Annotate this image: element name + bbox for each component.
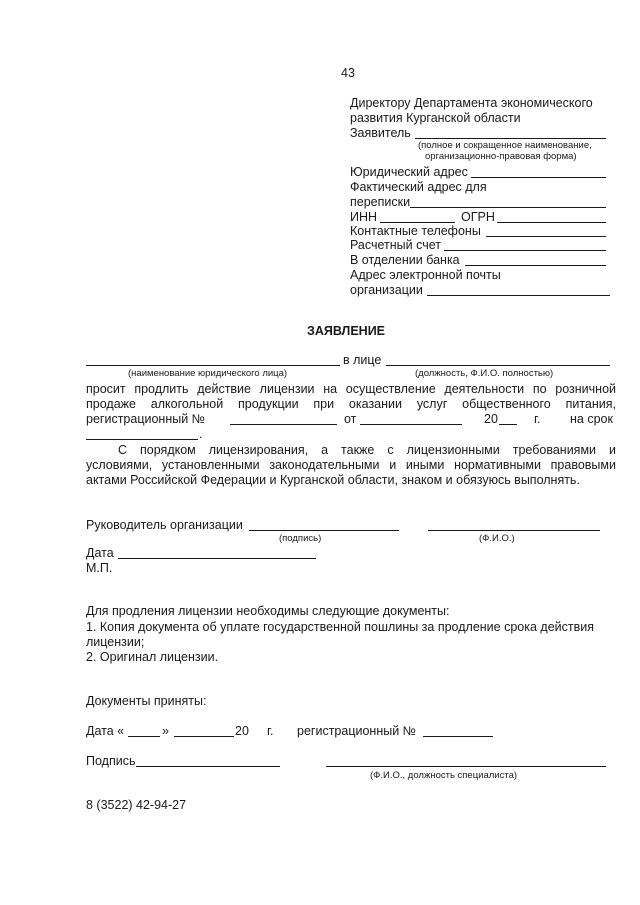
accept-date-label: Дата « — [86, 724, 125, 738]
legal-entity-hint: (наименование юридического лица) — [128, 368, 288, 379]
inn-label: ИНН — [350, 210, 378, 224]
head-label: Руководитель организации — [86, 518, 243, 532]
specialist-hint: (Ф.И.О., должность специалиста) — [370, 770, 518, 781]
term-field[interactable] — [86, 439, 198, 440]
head-signature-field[interactable] — [249, 530, 399, 531]
bank-label: В отделении банка — [350, 253, 460, 267]
accept-year-suffix: г. — [267, 724, 274, 738]
addressee-line-2: развития Курганской области — [350, 111, 521, 125]
email-label-2: организации — [350, 283, 423, 297]
email-field[interactable] — [427, 295, 610, 296]
doc-1-line-2: лицензии; — [86, 635, 145, 649]
applicant-label: Заявитель — [350, 126, 411, 140]
phones-field[interactable] — [486, 236, 606, 237]
page-number: 43 — [341, 66, 355, 80]
term-dot: . — [199, 427, 203, 441]
accept-signature-field[interactable] — [136, 766, 280, 767]
year-suffix: г. — [534, 412, 541, 426]
actual-address-field[interactable] — [410, 207, 606, 208]
from-date-field[interactable] — [360, 424, 462, 425]
doc-1-line-1: 1. Копия документа об уплате государственной пошлины за продление срока действия — [86, 620, 594, 634]
docs-intro: Для продления лицензии необходимы следующие документы: — [86, 604, 450, 618]
body-line-2: продаже алкогольной продукции при оказании услуг общественного питания, — [86, 397, 616, 411]
head-fio-field[interactable] — [428, 530, 600, 531]
account-label: Расчетный счет — [350, 238, 441, 252]
applicant-field[interactable] — [415, 138, 606, 139]
position-field[interactable] — [386, 365, 610, 366]
term-label: на срок — [570, 412, 613, 426]
email-label-1: Адрес электронной почты — [350, 268, 501, 282]
legal-address-field[interactable] — [471, 177, 606, 178]
footer-phone: 8 (3522) 42-94-27 — [86, 798, 187, 812]
accept-day-field[interactable] — [128, 736, 160, 737]
reg-number-label: регистрационный № — [86, 412, 206, 426]
year-prefix: 20 — [484, 412, 498, 426]
fio-hint: (Ф.И.О.) — [479, 533, 515, 544]
accept-month-field[interactable] — [174, 736, 234, 737]
stamp-label: М.П. — [86, 561, 113, 575]
accept-quote-close: » — [162, 724, 169, 738]
phones-label: Контактные телефоны — [350, 224, 481, 238]
accept-reg-field[interactable] — [423, 736, 493, 737]
signature-hint: (подпись) — [279, 533, 322, 544]
year-field[interactable] — [499, 424, 517, 425]
ogrn-field[interactable] — [497, 222, 606, 223]
ack-line-2: условиями, установленными законодательными и иными нормативными правовыми — [86, 458, 616, 472]
inn-field[interactable] — [380, 222, 455, 223]
represented-by-label: в лице — [343, 353, 382, 367]
account-field[interactable] — [444, 250, 606, 251]
sign-label: Подпись — [86, 754, 136, 768]
ack-line-3: актами Российской Федерации и Курганской области, знаком и обязуюсь выполнять. — [86, 473, 580, 487]
date-field[interactable] — [118, 558, 316, 559]
bank-field[interactable] — [465, 265, 606, 266]
ogrn-label: ОГРН — [461, 210, 495, 224]
legal-address-label: Юридический адрес — [350, 165, 468, 179]
ack-line-1: С порядком лицензирования, а также с лицензионными требованиями и — [118, 443, 616, 457]
from-label: от — [344, 412, 357, 426]
specialist-field[interactable] — [326, 766, 606, 767]
applicant-hint-1: (полное и сокращенное наименование, — [418, 140, 592, 151]
position-hint: (должность, Ф.И.О. полностью) — [415, 368, 554, 379]
date-label: Дата — [86, 546, 114, 560]
legal-entity-field[interactable] — [86, 365, 340, 366]
addressee-line-1: Директору Департамента экономического — [350, 96, 593, 110]
actual-address-label-1: Фактический адрес для — [350, 180, 487, 194]
actual-address-label-2: переписки — [350, 195, 411, 209]
body-line-1: просит продлить действие лицензии на осуществление деятельности по розничной — [86, 382, 616, 396]
reg-number-field[interactable] — [230, 424, 337, 425]
accept-year: 20 — [235, 724, 249, 738]
document-title: ЗАЯВЛЕНИЕ — [307, 324, 386, 338]
accept-reg-label: регистрационный № — [297, 724, 417, 738]
doc-2: 2. Оригинал лицензии. — [86, 650, 219, 664]
accepted-label: Документы приняты: — [86, 694, 207, 708]
applicant-hint-2: организационно-правовая форма) — [425, 151, 577, 162]
